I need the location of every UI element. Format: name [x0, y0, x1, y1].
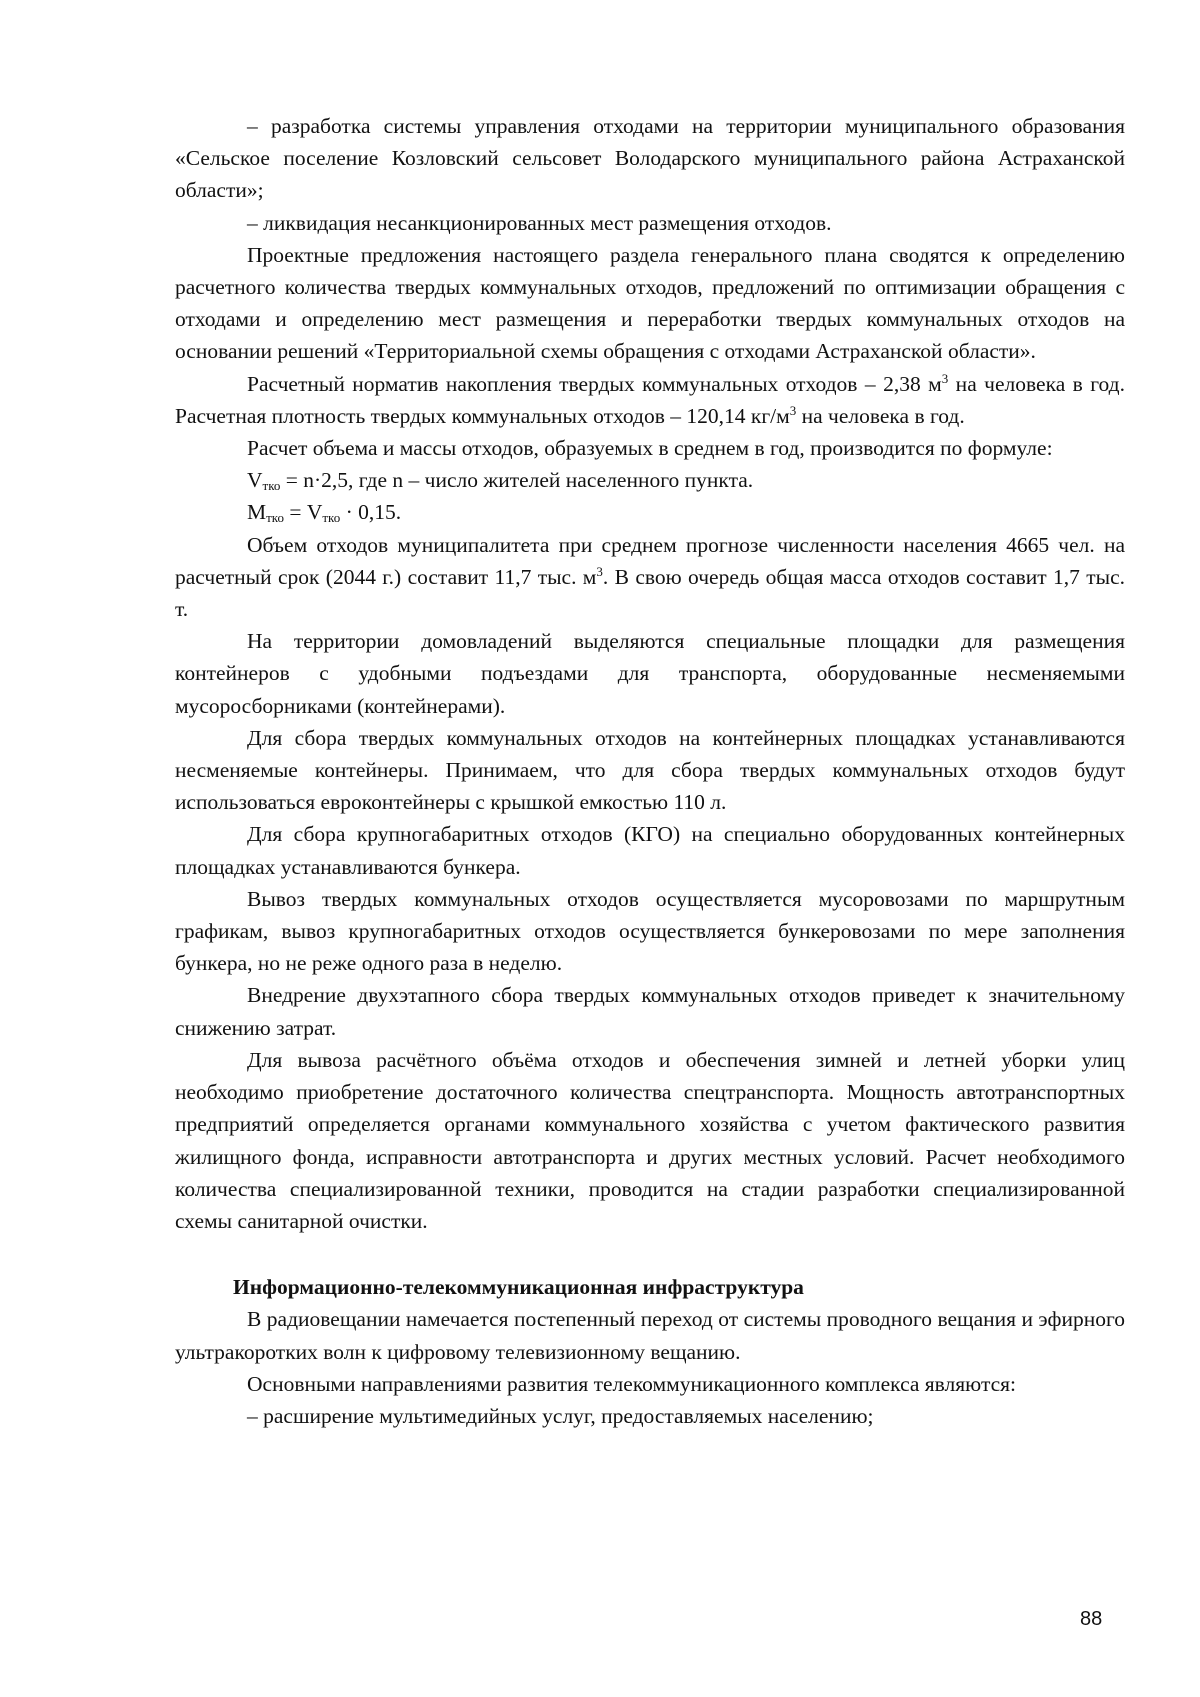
paragraph-directions: Основными направлениями развития телекоммуникационного комплекса являются:	[247, 1371, 1017, 1396]
document-page	[175, 110, 1125, 1432]
formula-m-eq: = V	[283, 500, 323, 525]
section-heading: Информационно-телекоммуникационная инфраструктура	[233, 1275, 804, 1300]
paragraph-containers: Для сбора твердых коммунальных отходов на контейнерных площадках устанавливаются несменяемые контейнеры. Принимаем, что для сбора твердых коммунальных отходов будут использоваться евроконтейнеры с крышкой емкостью 110 л.	[175, 725, 1125, 815]
formula-m-symbol: M	[247, 500, 267, 525]
list-item-multimedia: – расширение мультимедийных услуг, предоставляемых населению;	[247, 1403, 874, 1428]
list-item-waste-management: – разработка системы управления отходами на территории муниципального образования «Сельское поселение Козловский сельсовет Володарского муниципального района Астраханской области»;	[175, 114, 1125, 203]
page-number: 88	[1080, 1608, 1103, 1630]
paragraph-removal: Вывоз твердых коммунальных отходов осуществляется мусоровозами по маршрутным графикам, вывоз крупногабаритных отходов осуществляется бункеровозами по мере заполнения бункера, но не реже одного раза в неделю.	[175, 886, 1125, 976]
exp-cubic-1: 3	[941, 370, 949, 386]
paragraph-calc-intro: Расчет объема и массы отходов, образуемых в среднем в год, производится по формуле:	[247, 436, 1053, 461]
paragraph-radio: В радиовещании намечается постепенный переход от системы проводного вещания и эфирного ультракоротких волн к цифровому телевизионному вещанию.	[175, 1307, 1125, 1364]
norm-text-c: на человека в год.	[796, 403, 965, 428]
formula-v-subscript: тко	[262, 478, 281, 494]
norm-text-a: Расчетный норматив накопления твердых коммунальных отходов – 2,38 м	[247, 371, 942, 396]
formula-v-symbol: V	[247, 468, 263, 493]
norm-text-b: на человека в год. Расчетная плотность твердых коммунальных отходов – 120,14 кг/м	[175, 371, 1125, 428]
paragraph-norm	[175, 368, 1125, 432]
paragraph-sites: На территории домовладений выделяются специальные площадки для размещения контейнеров с удобными подъездами для транспорта, оборудованные несменяемыми мусоросборниками (контейнерами).	[175, 629, 1125, 718]
paragraph-proposals: Проектные предложения настоящего раздела генерального плана сводятся к определению расчетного количества твердых коммунальных отходов, предложений по оптимизации обращения с отходами и определению мест размещения и переработки твердых коммунальных отходов на основании решений «Территориальной схемы обращения с отходами Астраханской области».	[175, 242, 1125, 364]
exp-cubic-3: 3	[596, 563, 603, 579]
formula-m-subscript: тко	[266, 510, 284, 526]
exp-cubic-2: 3	[789, 402, 797, 418]
paragraph-transport: Для вывоза расчётного объёма отходов и обеспечения зимней и летней уборки улиц необходимо приобретение достаточного количества спецтранспорта. Мощность автотранспортных предприятий определяется органами коммунального хозяйства с учетом фактического развития жилищного фонда, исправности автотранспорта и других местных условий. Расчет необходимого количества специализированной техники, проводится на стадии разработки специализированной схемы санитарной очистки.	[175, 1047, 1125, 1233]
paragraph-volume	[175, 529, 1125, 626]
formula-v-rest: = n·2,5, где n – число жителей населенного пункта.	[280, 468, 754, 493]
volume-text-b: . В свою очередь общая масса отходов составит 1,7 тыс. т.	[175, 564, 1125, 622]
formula-volume	[175, 464, 1125, 496]
volume-text-a: Объем отходов муниципалитета при среднем прогнозе численности населения 4665 чел. на расчетный срок (2044 г.) составит 11,7 тыс. м	[175, 532, 1125, 589]
formula-mass	[175, 496, 1125, 528]
paragraph-kgo: Для сбора крупногабаритных отходов (КГО) на специально оборудованных контейнерных площадках устанавливаются бункера.	[175, 822, 1125, 879]
formula-m-rest: · 0,15.	[340, 500, 402, 525]
paragraph-two-stage: Внедрение двухэтапного сбора твердых коммунальных отходов приведет к значительному снижению затрат.	[175, 983, 1125, 1040]
list-item-liquidation: – ликвидация несанкционированных мест размещения отходов.	[247, 210, 832, 235]
formula-m-v-subscript: тко	[322, 510, 341, 526]
